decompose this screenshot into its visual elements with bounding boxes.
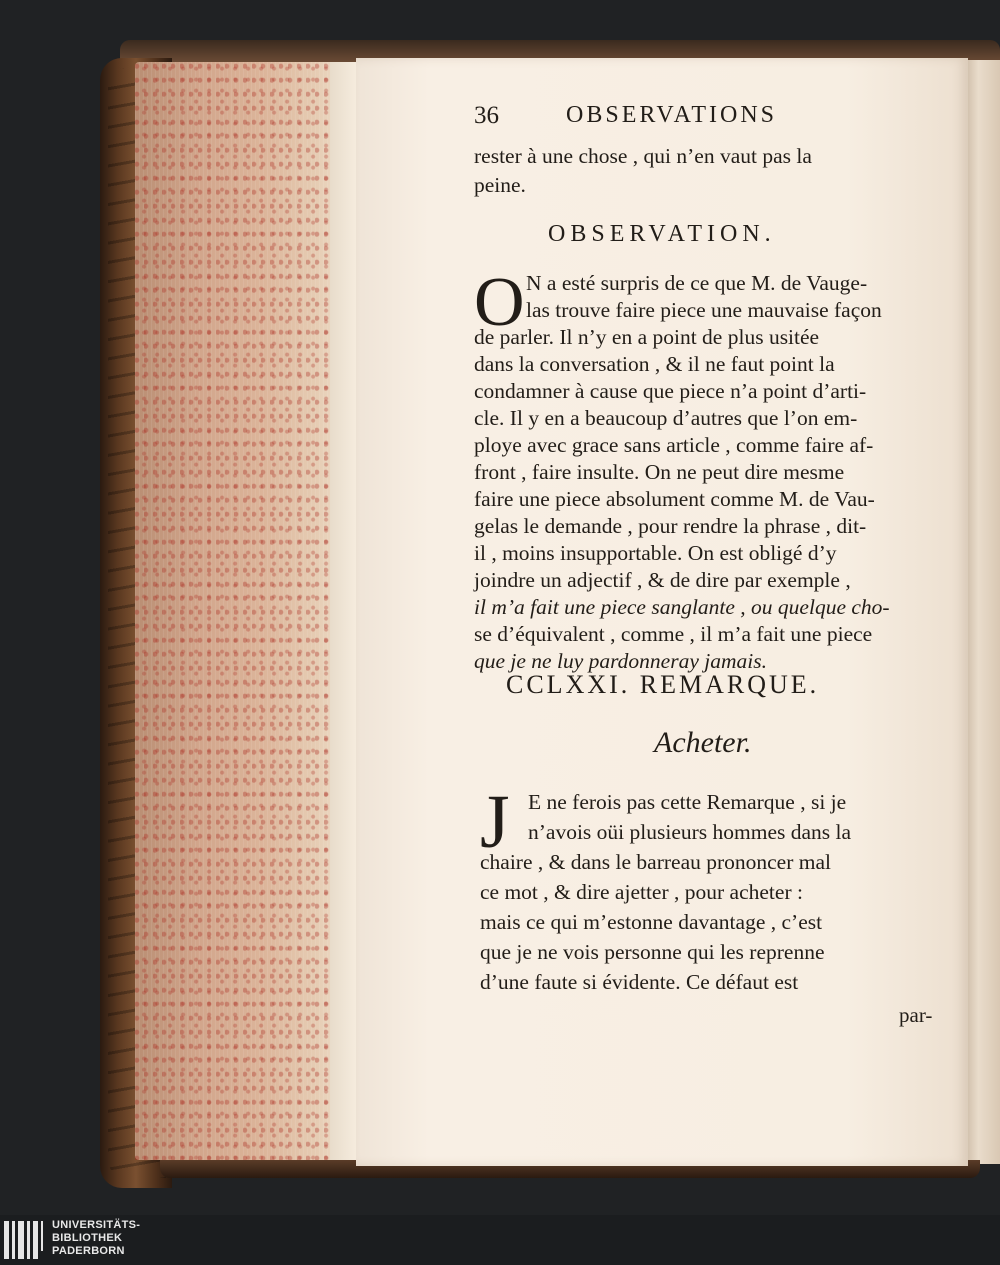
remarque-headword: Acheter. xyxy=(654,726,752,759)
library-logo-text xyxy=(52,1219,140,1258)
intro-line: peine. xyxy=(474,173,526,197)
page-block-edges xyxy=(135,62,350,1160)
running-head: OBSERVATIONS xyxy=(566,102,778,128)
observation-line: ploye avec grace sans article , comme faire af- xyxy=(474,433,874,457)
observation-line: front , faire insulte. On ne peut dire mesme xyxy=(474,460,845,484)
remarque-dropcap: J xyxy=(480,780,510,864)
catchword: par- xyxy=(899,1003,933,1027)
observation-line: cle. Il y en a beaucoup d’autres que l’on em- xyxy=(474,406,858,430)
observation-line: las trouve faire piece une mauvaise façon xyxy=(526,298,882,322)
remarque-heading: CCLXXI. REMARQUE. xyxy=(506,670,820,699)
observation-line: de parler. Il n’y en a point de plus usitée xyxy=(474,325,820,349)
library-footer xyxy=(0,1215,1000,1265)
remarque-line: d’une faute si évidente. Ce défaut est xyxy=(480,970,799,994)
logo-line: BIBLIOTHEK xyxy=(52,1232,123,1244)
remarque-line: que je ne vois personne qui les reprenne xyxy=(480,940,825,964)
observation-line: faire une piece absolument comme M. de Vau- xyxy=(474,487,875,511)
logo-line: UNIVERSITÄTS- xyxy=(52,1219,141,1231)
remarque-line: mais ce qui m’estonne davantage , c’est xyxy=(480,910,823,934)
observation-line: que je ne luy pardonneray jamais. xyxy=(474,649,767,673)
remarque-line: E ne ferois pas cette Remarque , si je xyxy=(528,790,847,814)
observation-line: N a esté surpris de ce que M. de Vauge- xyxy=(526,271,868,295)
observation-line: se d’équivalent , comme , il m’a fait une piece xyxy=(474,622,873,646)
library-logo-icon xyxy=(4,1221,44,1259)
observation-line: il m’a fait une piece sanglante , ou quelque cho- xyxy=(474,595,890,619)
remarque-line: ce mot , & dire ajetter , pour acheter : xyxy=(480,880,803,904)
observation-line: il , moins insupportable. On est obligé d’y xyxy=(474,541,837,565)
observation-dropcap: O xyxy=(474,264,525,341)
page-number: 36 xyxy=(474,102,499,129)
observation-line: condamner à cause que piece n’a point d’arti- xyxy=(474,379,867,403)
observation-line: joindre un adjectif , & de dire par exemple , xyxy=(474,568,851,592)
remarque-line: n’avois oüi plusieurs hommes dans la xyxy=(528,820,852,844)
logo-line: PADERBORN xyxy=(52,1245,125,1257)
observation-line: gelas le demande , pour rendre la phrase , dit- xyxy=(474,514,867,538)
printed-page xyxy=(356,58,968,1166)
intro-line: rester à une chose , qui n’en vaut pas la xyxy=(474,144,812,168)
observation-line: dans la conversation , & il ne faut point la xyxy=(474,352,835,376)
remarque-line: chaire , & dans le barreau prononcer mal xyxy=(480,850,832,874)
observation-heading: OBSERVATION. xyxy=(548,221,776,247)
facing-leaf-edge xyxy=(964,60,1000,1164)
